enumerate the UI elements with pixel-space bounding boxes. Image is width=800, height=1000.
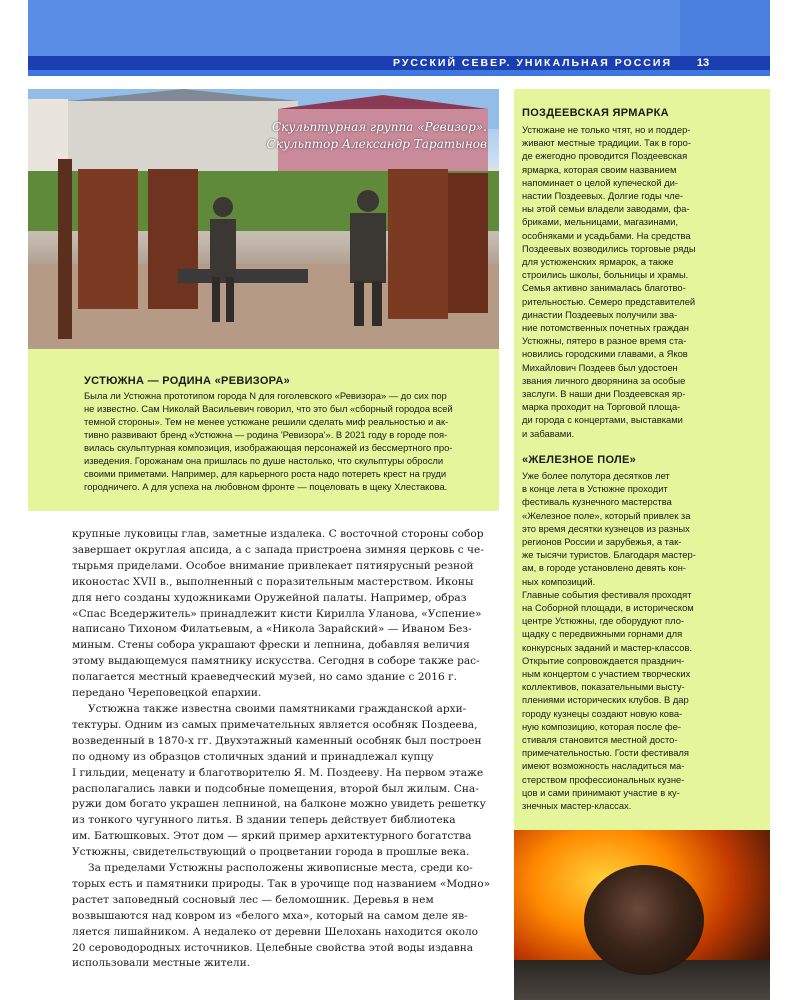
text-line: возвышаются над ковром из «белого мха», который на самом деле яв- bbox=[72, 909, 468, 922]
text-line: по одному из образцов столичных зданий и принадлежал купцу bbox=[72, 750, 434, 763]
text-line: центре Устюжны, где оборудуют пло- bbox=[522, 615, 685, 627]
text-line: располагались лавки и подсобные помещения, второй был жилым. Сна- bbox=[72, 782, 479, 795]
revizor-title: УСТЮЖНА — РОДИНА «РЕВИЗОРА» bbox=[84, 375, 291, 387]
text-line: темной стороны». Тем не менее устюжане решили сделать миф реальностью и ак- bbox=[84, 416, 449, 427]
text-line: цов и сами принимают участие в ку- bbox=[522, 786, 680, 798]
text-line: особняками и усадьбами. На средства bbox=[522, 229, 691, 241]
text-line: коллективов, показательными высту- bbox=[522, 681, 685, 693]
fair-title: ПОЗДЕЕВСКАЯ ЯРМАРКА bbox=[522, 107, 669, 119]
text-line: для устюженских ярмарок, а также bbox=[522, 256, 674, 268]
text-line: новились городскими главами, а Яков bbox=[522, 348, 688, 360]
text-line: настии Поздеевых. Долгие годы чле- bbox=[522, 190, 684, 202]
text-line: фестиваль кузнечного мастерства bbox=[522, 496, 672, 508]
text-line: 20 сероводородных источников. Целебные свойства этой воды издавна bbox=[72, 941, 474, 954]
text-line: городничего. А для успеха на любовном фронте — поцеловать в щеку Хлестакова. bbox=[84, 481, 448, 492]
text-line: Уже более полутора десятков лет bbox=[522, 470, 670, 481]
text-line: династии Поздеевых получили зва- bbox=[522, 308, 678, 320]
text-line: ружи дом богато украшен лепниной, на балконе можно увидеть решетку bbox=[72, 798, 486, 811]
text-line: ным концертом с участием творческих bbox=[522, 668, 691, 680]
running-title: РУССКИЙ СЕВЕР. УНИКАЛЬНАЯ РОССИЯ bbox=[392, 57, 672, 69]
text-line: им. Батюшковых. Этот дом — яркий пример архитектурного богатства bbox=[72, 830, 472, 843]
text-line: конкурсных заданий и мастер-классов. bbox=[522, 641, 693, 653]
text-line: тырьмя приделами. Особое внимание привлекает пятиярусный резной bbox=[72, 559, 474, 572]
text-line: Семья активно занималась благотво- bbox=[522, 282, 686, 294]
text-line: в конце лета в Устюжне проходит bbox=[522, 483, 668, 495]
text-line: на Соборной площади, в историческом bbox=[522, 602, 694, 614]
text-line: Главные события фестиваля проходят bbox=[522, 588, 692, 600]
text-line: марка проходит на Торговой площа- bbox=[522, 401, 681, 413]
text-line: живают местные традиции. Так в горо- bbox=[522, 137, 691, 149]
text-line: возведенный в 1870-х гг. Двухэтажный каменный особняк был построен bbox=[72, 734, 482, 747]
text-line: этому выдающемуся памятнику искусства. Сегодня в соборе также рас- bbox=[72, 655, 480, 668]
text-line: щадку с передвижными горнами для bbox=[522, 628, 683, 640]
text-line: полагается местный краеведческий музей, но само здание с 2016 г. bbox=[72, 671, 458, 684]
text-line: крупные луковицы глав, заметные издалека. С восточной стороны собор bbox=[72, 528, 484, 540]
text-line: ди города с концертами, выставками bbox=[522, 414, 683, 426]
text-line: Устюжны, свидетельствующий о процветании города в прошлые века. bbox=[72, 846, 470, 859]
text-line: миным. Стены собора украшают фрески и лепнина, добавляя величия bbox=[72, 639, 470, 652]
text-line: За пределами Устюжны расположены живописные места, среди ко- bbox=[88, 862, 473, 875]
text-line: растет заповедный сосновый лес — беломошник. Деревья в нем bbox=[72, 893, 434, 906]
text-line: из тонкого чугунного литья. В здании теперь действует библиотека bbox=[72, 814, 456, 827]
text-line: заслуги. В наши дни Поздеевская яр- bbox=[522, 388, 686, 400]
iron-field-title: «ЖЕЛЕЗНОЕ ПОЛЕ» bbox=[522, 454, 637, 466]
text-line: примечательностью. Гости фестиваля bbox=[522, 747, 689, 759]
text-line: звания личного дворянина за особые bbox=[522, 374, 686, 386]
text-line: напоминает о целой купеческой ди- bbox=[522, 176, 678, 188]
text-line: ных композиций. bbox=[522, 575, 596, 587]
iron-field-body bbox=[522, 469, 766, 812]
text-line: строились школы, больницы и храмы. bbox=[522, 269, 689, 281]
text-line: I гильдии, меценату и благотворителю Я. М. Поздееву. На первом этаже bbox=[72, 766, 484, 779]
text-line: Михайлович Поздеев был удостоен bbox=[522, 361, 678, 373]
text-line: стиваля становится местной досто- bbox=[522, 734, 678, 746]
text-line: Устюжане не только чтят, но и поддер- bbox=[522, 124, 691, 135]
text-line: торых есть и памятники природы. Так в урочище под названием «Модно» bbox=[72, 877, 491, 890]
forged-rose-illustration bbox=[584, 865, 704, 975]
text-line: иконостас XVII в., выполненный с поразительным мастерством. Иконы bbox=[72, 575, 474, 588]
text-line: же тысячи туристов. Благодаря мастер- bbox=[522, 549, 696, 561]
text-line: регионов России и зарубежья, а так- bbox=[522, 536, 682, 548]
text-line: имеют возможность насладиться ма- bbox=[522, 760, 685, 772]
text-line: стерством профессиональных кузне- bbox=[522, 773, 685, 785]
revizor-body bbox=[84, 389, 516, 493]
revizor-sidebar bbox=[28, 349, 499, 511]
fair-body bbox=[522, 123, 766, 440]
photo-caption-line: Скульптор Александр Таратынов bbox=[266, 137, 487, 151]
text-line: знечных мастер-классах. bbox=[522, 800, 632, 812]
text-line: это время десятки кузнецов из разных bbox=[522, 522, 690, 534]
text-line: «Железное поле», который привлек за bbox=[522, 509, 691, 521]
revizor-sculpture-photo bbox=[28, 89, 499, 349]
text-line: изведения. Горожанам она пришлась по душе настолько, что скульптуры обросли bbox=[84, 455, 444, 466]
photo-caption bbox=[267, 119, 487, 153]
text-line: передано Череповецкой епархии. bbox=[72, 687, 262, 700]
text-line: рительностью. Семеро представителей bbox=[522, 295, 696, 307]
text-line: ную композицию, которая после фе- bbox=[522, 720, 681, 732]
text-line: ляется лишайником. А недалеко от деревни Шелохань находится около bbox=[72, 925, 479, 938]
text-line: тектуры. Одним из самых примечательных является особняк Поздеева, bbox=[72, 718, 478, 731]
text-line: ны этой семьи владели заводами, фа- bbox=[522, 203, 690, 215]
text-line: Устюжны, пятеро в разное время ста- bbox=[522, 335, 687, 347]
text-line: де ежегодно проводится Поздеевская bbox=[522, 150, 688, 162]
text-line: завершает округлая апсида, а с запада пристроена зимняя церковь с че- bbox=[72, 543, 484, 556]
article-body bbox=[72, 527, 500, 972]
text-line: использовали местные жители. bbox=[72, 957, 251, 970]
text-line: для него созданы художниками Оружейной палаты. Например, образ bbox=[72, 591, 467, 604]
page-number: 13 bbox=[690, 56, 716, 70]
text-line: Устюжна также известна своими памятниками гражданской архи- bbox=[88, 702, 467, 715]
right-sidebar bbox=[514, 89, 770, 830]
text-line: плениями исторических клубов. В дар bbox=[522, 694, 689, 706]
text-line: ам, в городе установлено девять кон- bbox=[522, 562, 687, 574]
text-line: Открытие сопровождается празднич- bbox=[522, 654, 685, 666]
text-line: и забавами. bbox=[522, 427, 575, 439]
text-line: вилась скульптурная композиция, изображающая персонажей из бессмертного про- bbox=[84, 442, 453, 453]
text-line: городу кузнецы создают новую кова- bbox=[522, 707, 683, 719]
text-line: Была ли Устюжна прототипом города N для гоголевского «Ревизора» — до сих пор bbox=[84, 390, 447, 401]
text-line: ярмарка, которая своим названием bbox=[522, 163, 677, 175]
photo-caption-line: Скульптурная группа «Ревизор». bbox=[271, 120, 487, 134]
text-line: написано Тихоном Филатьевым, а «Никола Зарайский» — Иваном Без- bbox=[72, 623, 472, 636]
text-line: бриками, мельницами, магазинами, bbox=[522, 216, 679, 228]
text-line: своими приметами. Например, для карьерного роста надо потереть крест на груди bbox=[84, 468, 447, 479]
header-band bbox=[28, 0, 770, 56]
text-line: Поздеевых возводились торговые ряды bbox=[522, 242, 696, 254]
text-line: не известно. Сам Николай Васильевич говорил, что это был «сборный городоа всей bbox=[84, 403, 453, 414]
text-line: «Спас Вседержитель» принадлежит кисти Кирилла Уланова, «Успение» bbox=[72, 607, 482, 620]
header-strip-light bbox=[28, 70, 770, 76]
forged-rose-photo bbox=[514, 830, 770, 1000]
text-line: ние потомственных почетных граждан bbox=[522, 322, 689, 334]
text-line: тивно развивают бренд «Устюжна — родина 'Ревизора'». В 2021 году в городе поя- bbox=[84, 429, 448, 440]
